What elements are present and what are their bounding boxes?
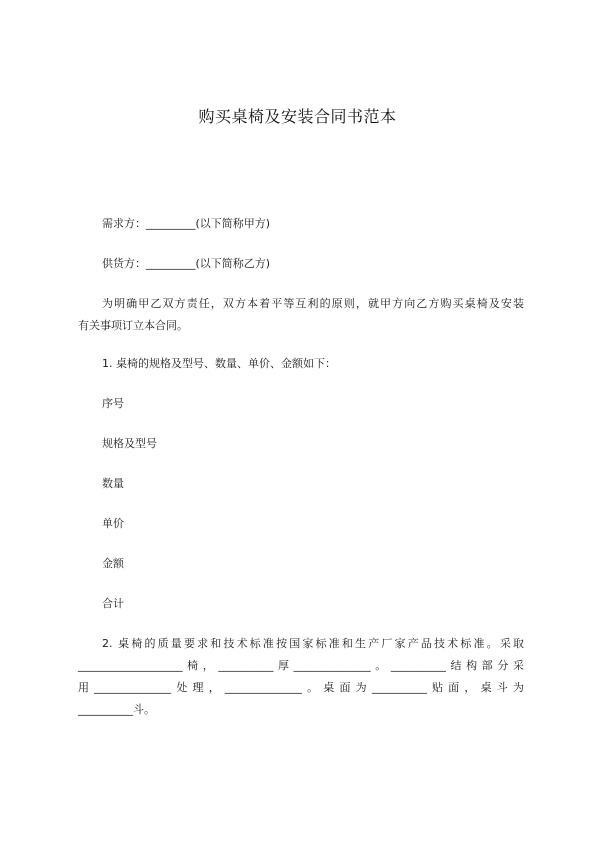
party-a-line: 需求方：_________(以下简称甲方) [102,217,271,230]
intro-line-2: 有关事项订立本合同。 [78,319,188,332]
document-title: 购买桌椅及安装合同书范本 [198,107,397,126]
clause-2-paragraph [78,633,524,721]
table-label-total: 合计 [102,597,124,610]
party-b-line: 供货方：_________(以下简称乙方) [102,257,271,270]
table-label-spec: 规格及型号 [102,437,157,450]
table-label-unit-price: 单价 [102,517,124,530]
intro-paragraph [78,293,524,337]
clause-2-line-3: 用______________处理，______________。桌面为__________贴面，桌斗为 [78,681,524,694]
table-label-quantity: 数量 [102,477,124,490]
clause-2-line-4: __________斗。 [78,703,155,716]
intro-line-1: 为明确甲乙双方责任，双方本着平等互利的原则，就甲方向乙方购买桌椅及安装 [102,297,524,310]
clause-2-line-1: 2. 桌椅的质量要求和技术标准按国家标准和生产厂家产品技术标准。采取 [102,637,524,650]
table-label-amount: 金额 [102,557,124,570]
clause-2-line-2: ___________________椅，__________厚______________。__________结构部分采 [78,659,524,672]
clause-1-heading: 1. 桌椅的规格及型号、数量、单价、金额如下： [102,357,336,370]
table-label-index: 序号 [102,397,124,410]
